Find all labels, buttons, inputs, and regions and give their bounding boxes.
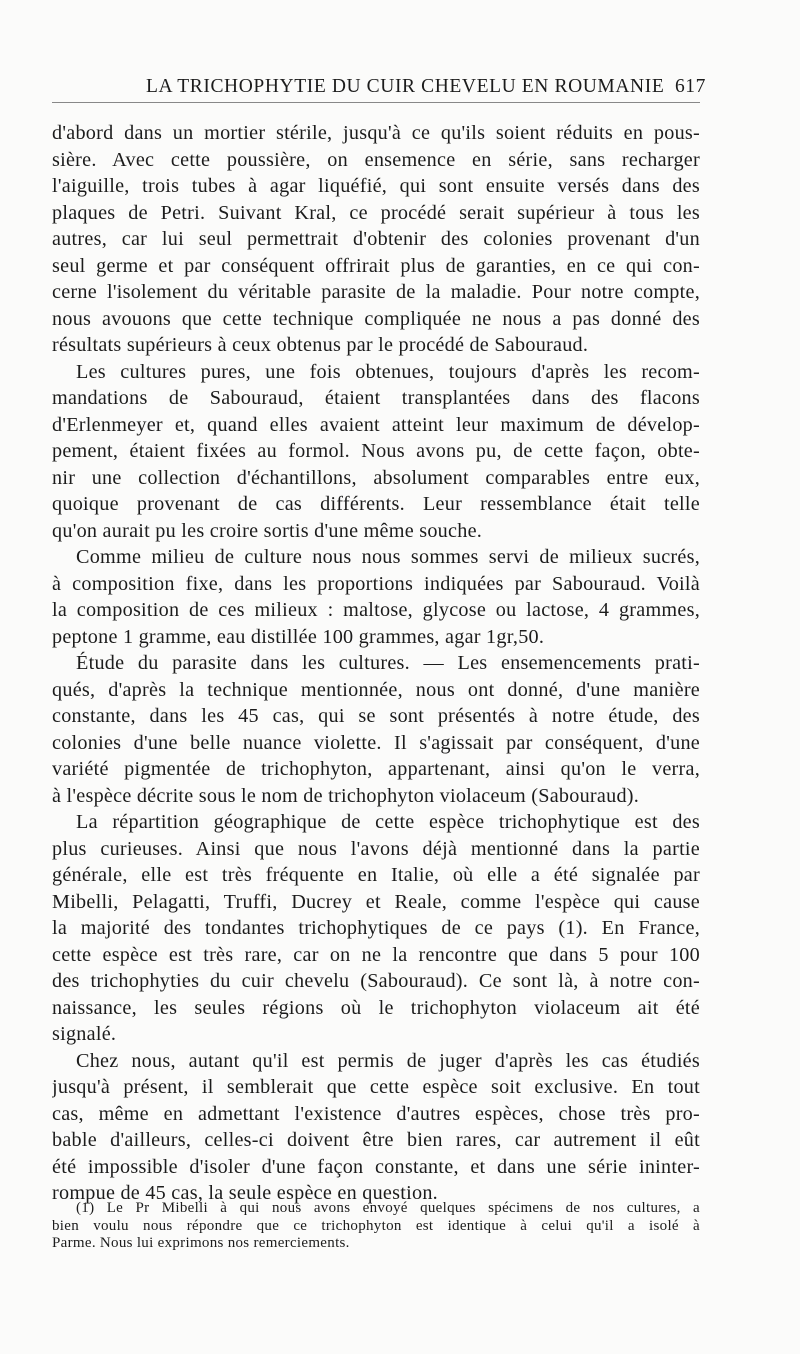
text-line: bable d'ailleurs, celles-ci doivent être bien rares, car autrement il eût [52, 1129, 700, 1151]
text-line: Chez nous, autant qu'il est permis de juger d'après les cas étudiés [76, 1049, 700, 1072]
text-line: Comme milieu de culture nous nous sommes servi de milieux sucrés, [76, 546, 700, 568]
text-line: plaques de Petri. Suivant Kral, ce procédé serait supérieur à tous les [52, 201, 700, 224]
text-line: la composition de ces milieux : maltose, glycose ou lactose, 4 grammes, [52, 599, 700, 621]
body-text [52, 120, 700, 1207]
text-line: Les cultures pures, une fois obtenues, toujours d'après les recom- [76, 360, 700, 383]
text-line: générale, elle est très fréquente en Italie, où elle a été signalée par [52, 864, 700, 886]
text-line: quoique provenant de cas différents. Leur ressemblance était telle [52, 493, 700, 515]
text-line: naissance, les seules régions où le trichophyton violaceum ait été [52, 996, 700, 1019]
text-line: plus curieuses. Ainsi que nous l'avons déjà mentionné dans la partie [52, 837, 700, 860]
text-line: La répartition géographique de cette espèce trichophytique est des [76, 811, 700, 833]
text-line: peptone 1 gramme, eau distillée 100 grammes, agar 1gr,50. [52, 625, 545, 648]
text-line: pement, étaient fixées au formol. Nous avons pu, de cette façon, obte- [52, 440, 700, 462]
text-line: mandations de Sabouraud, étaient transplantées dans des flacons [52, 387, 700, 409]
text-line: été impossible d'isoler d'une façon constante, et dans une série ininter- [52, 1155, 700, 1178]
text-line: autres, car lui seul permettrait d'obtenir des colonies provenant d'un [52, 228, 700, 250]
text-line: à l'espèce décrite sous le nom de trichophyton violaceum (Sabouraud). [52, 784, 640, 807]
text-line: à composition fixe, dans les proportions indiquées par Sabouraud. Voilà [52, 572, 700, 595]
page-number: 617 [674, 76, 706, 97]
text-line: cerne l'isolement du véritable parasite de la maladie. Pour notre compte, [52, 281, 700, 303]
footnote-line: bien voulu nous répondre que ce trichophyton est identique à celui qu'il a isolé à [52, 1217, 700, 1234]
text-line: d'abord dans un mortier stérile, jusqu'à ce qu'ils soient réduits en pous- [52, 122, 700, 144]
text-line: qu'on aurait pu les croire sortis d'une même souche. [52, 519, 483, 542]
text-line: résultats supérieurs à ceux obtenus par le procédé de Sabouraud. [52, 334, 589, 356]
text-line: rompue de 45 cas, la seule espèce en question. [52, 1182, 438, 1204]
text-line: sière. Avec cette poussière, on ensemence en série, sans recharger [52, 148, 700, 171]
footnote-line: (1) Le Pr Mibelli à qui nous avons envoyé quelques spécimens de nos cultures, a [76, 1200, 700, 1216]
text-line: constante, dans les 45 cas, qui se sont présentés à notre étude, des [52, 705, 700, 727]
text-line: nous avouons que cette technique compliquée ne nous a pas donné des [52, 307, 700, 330]
text-line: cette espèce est très rare, car on ne la rencontre que dans 5 pour 100 [52, 943, 700, 966]
text-line: d'Erlenmeyer et, quand elles avaient atteint leur maximum de dévelop- [52, 413, 700, 436]
text-line: des trichophyties du cuir chevelu (Sabouraud). Ce sont là, à notre con- [52, 970, 700, 992]
text-line: jusqu'à présent, il semblerait que cette espèce soit exclusive. En tout [52, 1076, 700, 1098]
text-line: qués, d'après la technique mentionnée, nous ont donné, d'une manière [52, 678, 700, 701]
page-header [52, 76, 706, 103]
text-line: nir une collection d'échantillons, absolument comparables entre eux, [52, 466, 700, 489]
text-line: la majorité des tondantes trichophytiques de ce pays (1). En France, [52, 917, 700, 939]
text-line: variété pigmentée de trichophyton, appartenant, ainsi qu'on le verra, [52, 758, 700, 780]
running-title: LA TRICHOPHYTIE DU CUIR CHEVELU EN ROUMANIE [146, 76, 665, 97]
text-line: seul germe et par conséquent offrirait plus de garanties, en ce qui con- [52, 254, 700, 277]
text-line: cas, même en admettant l'existence d'autres espèces, chose très pro- [52, 1102, 700, 1125]
text-line: l'aiguille, trois tubes à agar liquéfié, qui sont ensuite versés dans des [52, 175, 700, 197]
section-heading-line: Étude du parasite dans les cultures. — Les ensemencements prati- [76, 652, 700, 674]
text-line: colonies d'une belle nuance violette. Il s'agissait par conséquent, d'une [52, 731, 700, 754]
text-line: Mibelli, Pelagatti, Truffi, Ducrey et Reale, comme l'espèce qui cause [52, 890, 700, 913]
footnote [52, 1200, 700, 1253]
text-line: signalé. [52, 1023, 117, 1045]
footnote-line: Parme. Nous lui exprimons nos remerciements. [52, 1235, 350, 1251]
